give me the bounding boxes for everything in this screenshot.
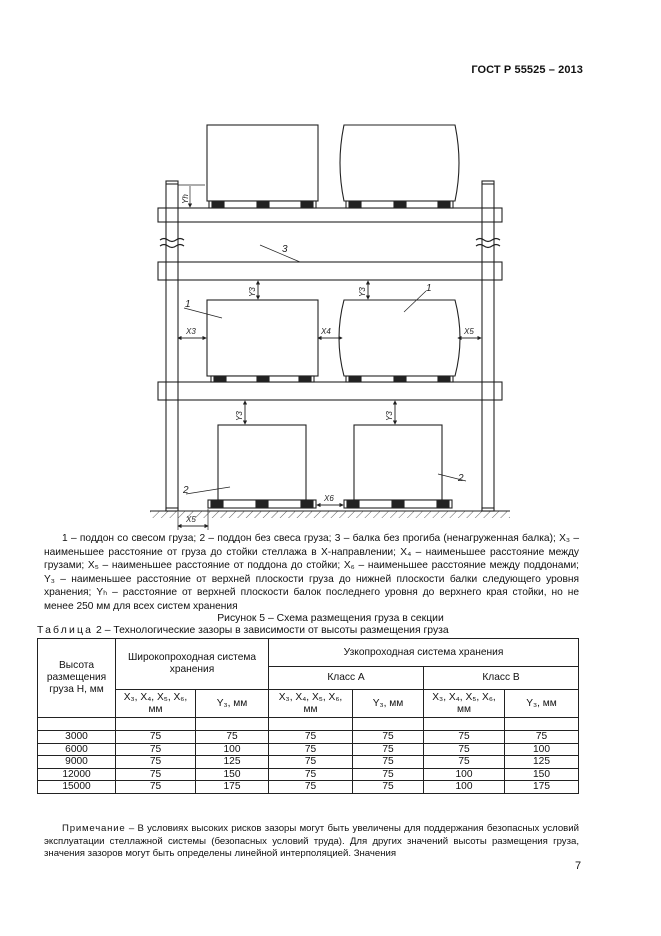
load-middle-left	[207, 300, 318, 376]
label-x4: X4	[321, 327, 331, 336]
table-spacer-row	[38, 718, 579, 731]
marker-3: 3	[282, 244, 288, 255]
col-height: Высота размещения груза H, мм	[38, 639, 116, 718]
col-b-y: Y₃, мм	[505, 690, 579, 718]
beam-top	[158, 208, 502, 222]
left-upright	[166, 181, 178, 511]
label-x5-bottom: X5	[186, 515, 196, 524]
col-narrow-aisle: Узкопроходная система хранения	[269, 639, 579, 667]
right-upright	[482, 181, 494, 511]
beam-lower	[158, 382, 502, 400]
floor-hatch	[150, 511, 510, 518]
document-header: ГОСТ Р 55525 – 2013	[471, 64, 583, 76]
table-row: 15000 75 175 75 75 100 175	[38, 781, 579, 794]
load-bottom-left	[218, 425, 306, 500]
label-y3-lower-right: Y3	[385, 411, 394, 421]
note-label: Примечание	[62, 823, 126, 834]
table-row: 12000 75 150 75 75 100 150	[38, 768, 579, 781]
table-row: 3000 75 75 75 75 75 75	[38, 731, 579, 744]
label-yh: Yh	[181, 194, 190, 204]
label-x3: X3	[186, 327, 196, 336]
table-note	[44, 823, 579, 861]
figure-caption: Рисунок 5 – Схема размещения груза в секции	[217, 613, 444, 624]
label-y3-middle-left: Y3	[248, 287, 257, 297]
col-a-x: X₃, X₄, X₅, X₆, мм	[269, 690, 353, 718]
table-row: 6000 75 100 75 75 75 100	[38, 743, 579, 756]
beam-middle	[158, 262, 502, 280]
col-a-y: Y₃, мм	[353, 690, 424, 718]
table-caption	[37, 625, 449, 636]
label-x6: X6	[324, 494, 334, 503]
clearance-table	[37, 638, 579, 794]
table-row: 9000 75 125 75 75 75 125	[38, 756, 579, 769]
marker-1-right: 1	[426, 283, 432, 294]
page-number: 7	[575, 860, 582, 872]
col-wide-y: Y₃, мм	[196, 690, 269, 718]
marker-2-right: 2	[458, 473, 464, 484]
marker-2-left: 2	[183, 485, 189, 496]
col-wide-aisle: Широкопроходная система хранения	[116, 639, 269, 690]
table-caption-text: 2 – Технологические зазоры в зависимости от высоты размещения груза	[96, 625, 449, 636]
load-bottom-right	[354, 425, 442, 500]
table-caption-label: Таблица	[37, 625, 94, 636]
legend-text: 1 – поддон со свесом груза; 2 – поддон без свеса груза; 3 – балка без прогиба (ненагруженная балка); X₃ – наименьшее расстояние от груза до стойки стеллажа в X-направлении; X₄ – наименьшее расстояние между грузами; X₅ – наименьшее расстояние от поддона до стойки; X₆ – наименьшее расстояние между поддонами; Y₃ – наименьшее расстояние от верхней плоскости груза до нижней плоскости балки следующего уровня хранения; Yₕ – расстояние от верхней плоскости балок последнего уровня до верхнего края стойки, но не менее 250 мм для всех систем хранения	[44, 533, 579, 612]
marker-1-left: 1	[185, 299, 191, 310]
col-class-a: Класс A	[269, 667, 424, 690]
label-y3-middle-right: Y3	[358, 287, 367, 297]
note-text: – В условиях высоких рисков зазоры могут быть увеличены для поддержания безопасных условий эксплуатации стеллажной системы (безопасных условий труда). Для других значений высоты размещения груза, значения зазоров могут быть определены линейной интерполяцией. Значения	[44, 823, 579, 859]
label-y3-lower-left: Y3	[235, 411, 244, 421]
col-b-x: X₃, X₄, X₅, X₆, мм	[424, 690, 505, 718]
load-top-right	[340, 125, 459, 201]
label-x5-right: X5	[464, 327, 474, 336]
load-middle-right	[339, 300, 460, 376]
col-class-b: Класс B	[424, 667, 579, 690]
figure-legend	[44, 532, 579, 614]
col-wide-x: X₃, X₄, X₅, X₆, мм	[116, 690, 196, 718]
load-top-left	[207, 125, 318, 201]
